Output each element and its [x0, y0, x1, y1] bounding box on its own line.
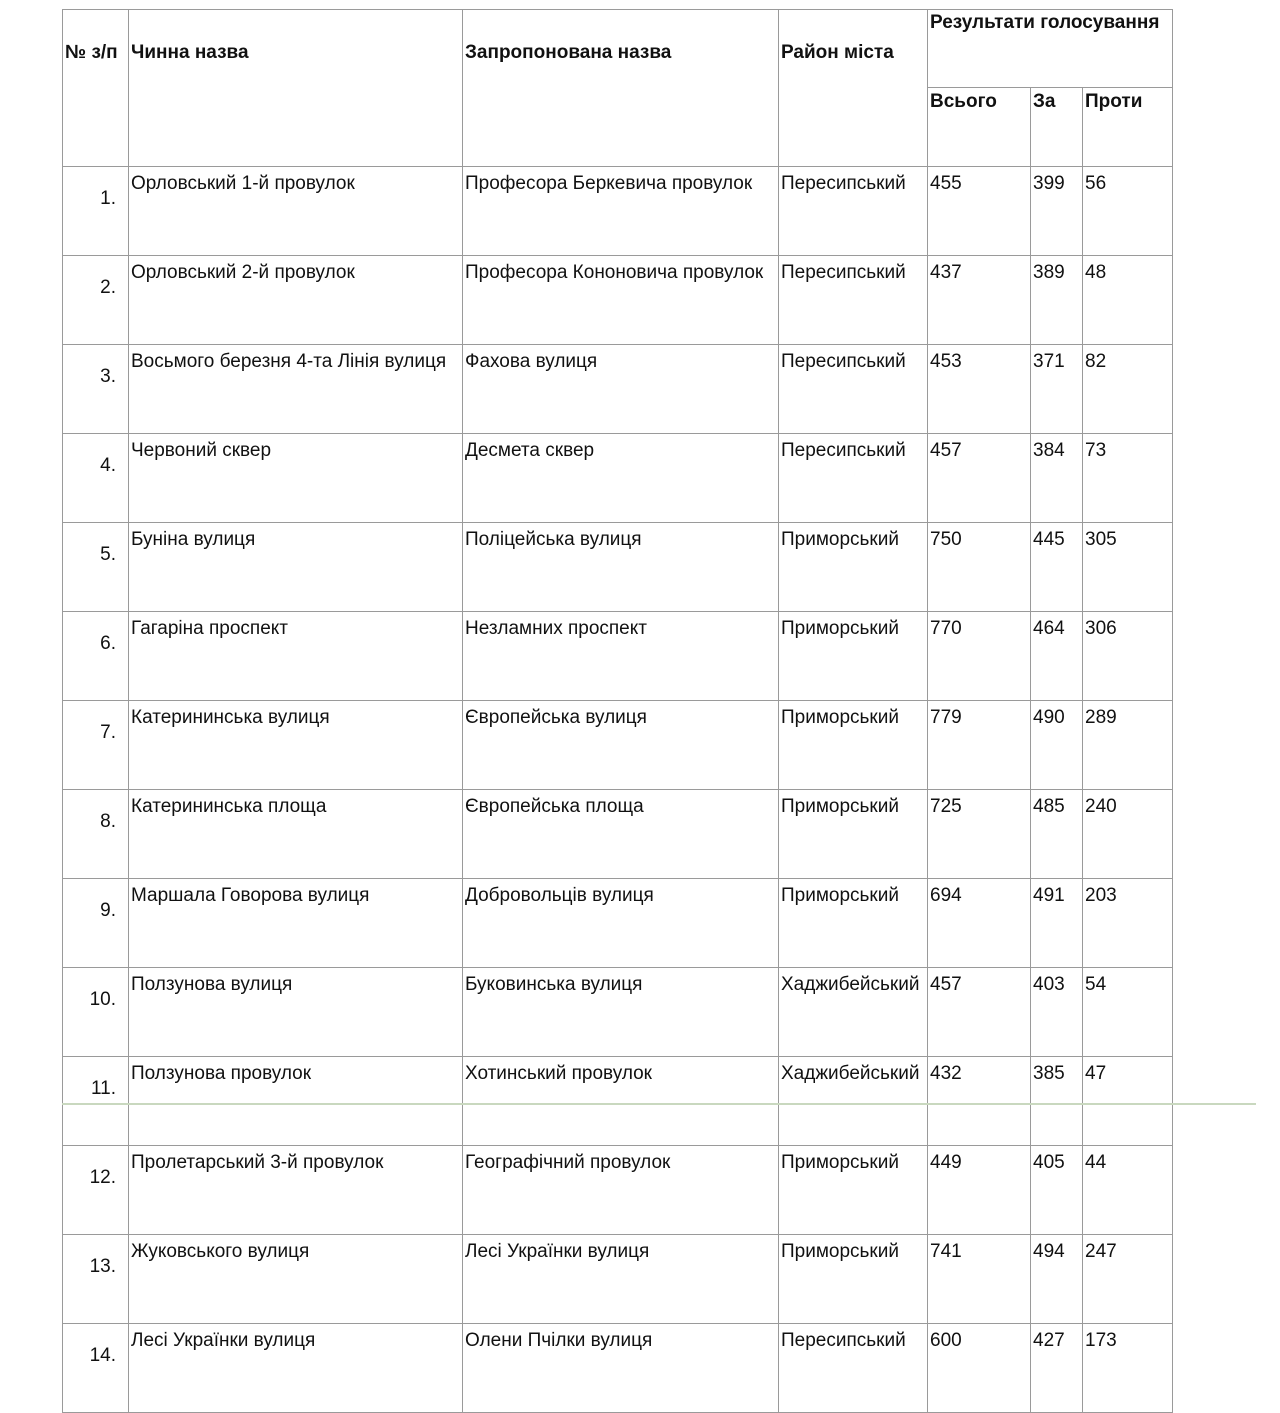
votes-for-cell: 385: [1031, 1057, 1083, 1146]
row-number-cell: 10.: [63, 968, 129, 1057]
district-cell: Приморський: [779, 790, 928, 879]
table-row: [63, 879, 1173, 968]
votes-for-cell: 490: [1031, 701, 1083, 790]
proposed-name-cell: Незламних проспект: [463, 612, 779, 701]
district-cell: Хаджибейський: [779, 1057, 928, 1146]
votes-against-cell: 247: [1083, 1235, 1173, 1324]
table-row: [63, 1057, 1173, 1146]
row-number-cell: 9.: [63, 879, 129, 968]
table-row: [63, 1146, 1173, 1235]
row-number-cell: 4.: [63, 434, 129, 523]
votes-against-cell: 56: [1083, 167, 1173, 256]
votes-total-cell: 432: [928, 1057, 1031, 1146]
district-cell: Пересипський: [779, 345, 928, 434]
header-number: № з/п: [63, 10, 129, 167]
row-number-cell: 12.: [63, 1146, 129, 1235]
current-name-cell: Орловський 1-й провулок: [129, 167, 463, 256]
row-number-cell: 14.: [63, 1324, 129, 1413]
current-name-cell: Орловський 2-й провулок: [129, 256, 463, 345]
votes-against-cell: 73: [1083, 434, 1173, 523]
votes-for-cell: 494: [1031, 1235, 1083, 1324]
votes-total-cell: 779: [928, 701, 1031, 790]
table-row: [63, 434, 1173, 523]
row-number-cell: 7.: [63, 701, 129, 790]
votes-for-cell: 464: [1031, 612, 1083, 701]
row-number-cell: 2.: [63, 256, 129, 345]
district-cell: Приморський: [779, 701, 928, 790]
header-district: Район міста: [779, 10, 928, 167]
votes-against-cell: 240: [1083, 790, 1173, 879]
votes-against-cell: 47: [1083, 1057, 1173, 1146]
proposed-name-cell: Десмета сквер: [463, 434, 779, 523]
row-number-cell: 3.: [63, 345, 129, 434]
table-row: [63, 345, 1173, 434]
votes-total-cell: 600: [928, 1324, 1031, 1413]
row-number-cell: 1.: [63, 167, 129, 256]
table-row: [63, 968, 1173, 1057]
votes-against-cell: 305: [1083, 523, 1173, 612]
table-row: [63, 523, 1173, 612]
votes-for-cell: 403: [1031, 968, 1083, 1057]
header-proposed-name: Запропонована назва: [463, 10, 779, 167]
votes-against-cell: 289: [1083, 701, 1173, 790]
district-cell: Приморський: [779, 612, 928, 701]
votes-for-cell: 384: [1031, 434, 1083, 523]
votes-against-cell: 203: [1083, 879, 1173, 968]
current-name-cell: Буніна вулиця: [129, 523, 463, 612]
votes-against-cell: 44: [1083, 1146, 1173, 1235]
header-current-name: Чинна назва: [129, 10, 463, 167]
votes-total-cell: 457: [928, 434, 1031, 523]
table-row: [63, 1324, 1173, 1413]
current-name-cell: Ползунова провулок: [129, 1057, 463, 1146]
votes-total-cell: 741: [928, 1235, 1031, 1324]
proposed-name-cell: Хотинський провулок: [463, 1057, 779, 1146]
district-cell: Приморський: [779, 879, 928, 968]
header-for: За: [1031, 87, 1083, 166]
votes-total-cell: 437: [928, 256, 1031, 345]
district-cell: Пересипський: [779, 167, 928, 256]
votes-for-cell: 371: [1031, 345, 1083, 434]
proposed-name-cell: Професора Кононовича провулок: [463, 256, 779, 345]
votes-for-cell: 399: [1031, 167, 1083, 256]
votes-for-cell: 491: [1031, 879, 1083, 968]
votes-total-cell: 750: [928, 523, 1031, 612]
votes-for-cell: 485: [1031, 790, 1083, 879]
votes-total-cell: 457: [928, 968, 1031, 1057]
proposed-name-cell: Європейська вулиця: [463, 701, 779, 790]
proposed-name-cell: Професора Беркевича провулок: [463, 167, 779, 256]
proposed-name-cell: Європейська площа: [463, 790, 779, 879]
votes-for-cell: 445: [1031, 523, 1083, 612]
proposed-name-cell: Поліцейська вулиця: [463, 523, 779, 612]
row-number-cell: 8.: [63, 790, 129, 879]
table-row: [63, 701, 1173, 790]
current-name-cell: Ползунова вулиця: [129, 968, 463, 1057]
votes-for-cell: 405: [1031, 1146, 1083, 1235]
votes-against-cell: 48: [1083, 256, 1173, 345]
table-row: [63, 612, 1173, 701]
current-name-cell: Маршала Говорова вулиця: [129, 879, 463, 968]
votes-against-cell: 82: [1083, 345, 1173, 434]
district-cell: Хаджибейський: [779, 968, 928, 1057]
proposed-name-cell: Фахова вулиця: [463, 345, 779, 434]
district-cell: Приморський: [779, 1235, 928, 1324]
table-row: [63, 167, 1173, 256]
proposed-name-cell: Буковинська вулиця: [463, 968, 779, 1057]
proposed-name-cell: Географічний провулок: [463, 1146, 779, 1235]
district-cell: Пересипський: [779, 434, 928, 523]
current-name-cell: Червоний сквер: [129, 434, 463, 523]
votes-against-cell: 54: [1083, 968, 1173, 1057]
votes-total-cell: 455: [928, 167, 1031, 256]
page-divider: [62, 1103, 1256, 1105]
renaming-vote-table: [62, 9, 1173, 1413]
header-against: Проти: [1083, 87, 1173, 166]
district-cell: Пересипський: [779, 256, 928, 345]
table-row: [63, 1235, 1173, 1324]
table-row: [63, 790, 1173, 879]
current-name-cell: Гагаріна проспект: [129, 612, 463, 701]
current-name-cell: Восьмого березня 4-та Лінія вулиця: [129, 345, 463, 434]
votes-against-cell: 173: [1083, 1324, 1173, 1413]
header-voting-results: Результати голосування: [928, 10, 1173, 88]
table-row: [63, 256, 1173, 345]
votes-against-cell: 306: [1083, 612, 1173, 701]
current-name-cell: Катерининська вулиця: [129, 701, 463, 790]
district-cell: Приморський: [779, 1146, 928, 1235]
proposed-name-cell: Олени Пчілки вулиця: [463, 1324, 779, 1413]
proposed-name-cell: Лесі Українки вулиця: [463, 1235, 779, 1324]
votes-total-cell: 453: [928, 345, 1031, 434]
votes-for-cell: 389: [1031, 256, 1083, 345]
current-name-cell: Лесі Українки вулиця: [129, 1324, 463, 1413]
district-cell: Приморський: [779, 523, 928, 612]
row-number-cell: 13.: [63, 1235, 129, 1324]
row-number-cell: 5.: [63, 523, 129, 612]
district-cell: Пересипський: [779, 1324, 928, 1413]
current-name-cell: Жуковського вулиця: [129, 1235, 463, 1324]
votes-total-cell: 725: [928, 790, 1031, 879]
header-total: Всього: [928, 87, 1031, 166]
votes-for-cell: 427: [1031, 1324, 1083, 1413]
header-row: [63, 10, 1173, 88]
current-name-cell: Катерининська площа: [129, 790, 463, 879]
row-number-cell: 6.: [63, 612, 129, 701]
row-number-cell: 11.: [63, 1057, 129, 1146]
current-name-cell: Пролетарський 3-й провулок: [129, 1146, 463, 1235]
votes-total-cell: 770: [928, 612, 1031, 701]
votes-total-cell: 694: [928, 879, 1031, 968]
votes-total-cell: 449: [928, 1146, 1031, 1235]
proposed-name-cell: Добровольців вулиця: [463, 879, 779, 968]
